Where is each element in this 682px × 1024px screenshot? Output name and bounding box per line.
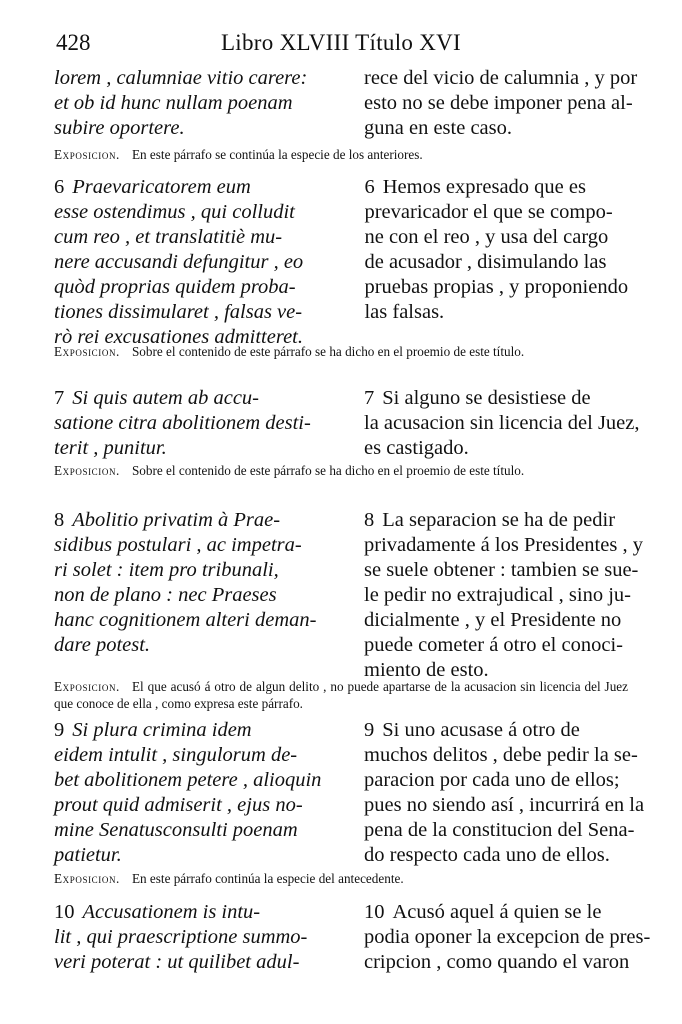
latin-text: 6 Praevaricatorem eum esse ostendimus , qui colludit cum reo , et translatitiè mu- nere accusandi defungitur , eo quòd proprias quidem proba- tiones dissimularet , falsas ve- rò rei excusationes admitteret. <box>54 176 304 348</box>
spanish-text: 9 Si uno acusase á otro de muchos delitos , debe pedir la se- paracion por cada uno de ellos; pues no siendo así , incurrirá en la pena de la constitucion del Sena- do respecto cada uno de ellos. <box>364 719 645 866</box>
exposition-text: Sobre el contenido de este párrafo se ha dicho en el proemio de este título. <box>131 463 525 478</box>
section-10 <box>54 900 651 975</box>
latin-text: 9 Si plura crimina idem eidem intulit , singulorum de- bet abolitionem petere , alioquin prout quid admiserit , ejus no- mine Senatusconsulti poenam patietur. <box>54 719 322 866</box>
spanish-text: 10 Acusó aquel á quien se le podia oponer la excepcion de pres- cripcion , como quando el varon <box>364 901 651 973</box>
paragraph-number: 8 <box>54 509 65 531</box>
paragraph-number: 7 <box>364 387 375 409</box>
paragraph-number: 9 <box>54 719 65 741</box>
section-continuation <box>54 66 638 141</box>
exposition-label: Exposicion. <box>54 463 120 478</box>
paragraph-number: 8 <box>364 509 375 531</box>
spanish-text: 7 Si alguno se desistiese de la acusacion sin licencia del Juez, es castigado. <box>364 387 640 459</box>
page-header <box>56 30 626 66</box>
paragraph-number: 7 <box>54 387 65 409</box>
paragraph-number: 10 <box>364 901 385 923</box>
exposition-label: Exposicion. <box>54 147 120 162</box>
page-number: 428 <box>56 30 91 55</box>
exposition-note <box>54 678 628 712</box>
latin-text: 7 Si quis autem ab accu- satione citra abolitionem desti- terit , punitur. <box>54 387 311 459</box>
exposition-label: Exposicion. <box>54 679 120 694</box>
exposition-note <box>54 343 628 360</box>
exposition-text: Sobre el contenido de este párrafo se ha dicho en el proemio de este título. <box>131 344 525 359</box>
spanish-text: rece del vicio de calumnia , y por esto no se debe imponer pena al- guna en este caso. <box>364 67 638 139</box>
exposition-note <box>54 146 628 163</box>
spanish-text: 8 La separacion se ha de pedir privadamente á los Presidentes , y se suele obtener : tambien se sue- le pedir no extrajudical , sino ju- dicialmente , y el Presidente no puede cometer á otro el conoci- miento de esto. <box>364 509 643 681</box>
paragraph-number: 9 <box>364 719 375 741</box>
section-7 <box>54 386 640 461</box>
running-title: Libro XLVIII Título XVI <box>220 30 462 55</box>
exposition-label: Exposicion. <box>54 871 120 886</box>
exposition-label: Exposicion. <box>54 344 120 359</box>
exposition-text: El que acusó á otro de algun delito , no puede apartarse de la acusacion sin licencia del Juez que conoce de ella , como expresa este párrafo. <box>54 679 628 711</box>
spanish-text: 6 Hemos expresado que es prevaricador el que se compo- ne con el reo , y usa del cargo de acusador , disimulando las pruebas propias , y proponiendo las falsas. <box>364 176 629 323</box>
latin-text: 8 Abolitio privatim à Prae- sidibus postulari , ac impetra- ri solet : item pro tribunali, non de plano : nec Praeses hanc cognitionem alteri deman- dare potest. <box>54 509 317 656</box>
exposition-note <box>54 870 628 887</box>
exposition-note <box>54 462 628 479</box>
paragraph-number: 6 <box>54 176 65 198</box>
exposition-text: En este párrafo continúa la especie del antecedente. <box>131 871 404 886</box>
latin-text: 10 Accusationem is intu- lit , qui praescriptione summo- veri poterat : ut quilibet adul- <box>54 901 308 973</box>
latin-text: lorem , calumniae vitio carere: et ob id hunc nullam poenam subire oportere. <box>54 67 308 139</box>
paragraph-number: 10 <box>54 901 75 923</box>
section-6 <box>54 175 634 350</box>
paragraph-number: 6 <box>364 176 375 198</box>
exposition-text: En este párrafo se continúa la especie de los anteriores. <box>131 147 423 162</box>
section-8 <box>54 508 643 683</box>
section-9 <box>54 718 645 868</box>
